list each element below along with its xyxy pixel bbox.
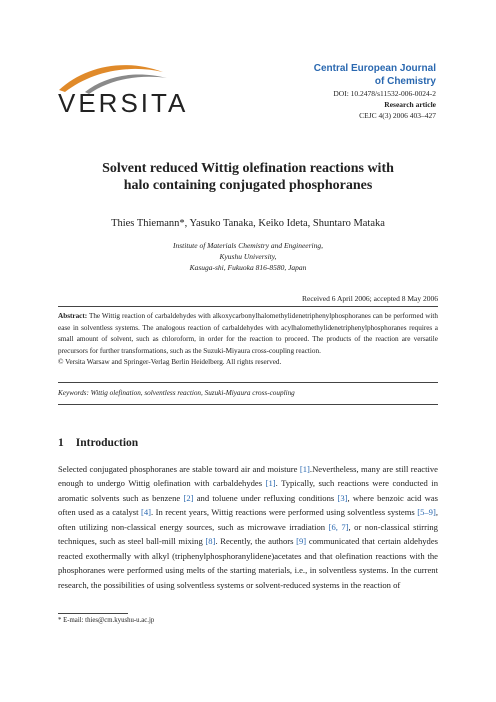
introduction-body: Selected conjugated phosphoranes are stable toward air and moisture [1].Nevertheless, many are still reactive enough to undergo Wittig olefination with carbaldehydes [1]. Typically, such reactions were conducted in aromatic solvents such as benzene [2] and toluene under refluxing conditions [3], where benzoic acid was often used as a catalyst [4]. In recent years, Wittig reactions were performed using solventless systems [5–9], often utilizing non-classical energy sources, such as microwave irradiation [6, 7], or non-classical stirring techniques, such as steel ball-mill mixing [8]. Recently, the authors [9] communicated that certain aldehydes reacted exothermally with alkyl (triphenylphosphoranylidene)acetates and that olefination reactions with the phosphoranes were performed using melts of the starting materials, i.e., in solventless systems. In the current research, the possibilities of using solventless systems or solvent-reduced systems in the reaction of	[58, 464, 438, 590]
citation-link[interactable]: [3]	[337, 492, 348, 503]
citation-link[interactable]: [8]	[205, 536, 216, 547]
article-type: Research article	[384, 100, 436, 109]
abstract	[58, 311, 438, 369]
citation-link[interactable]: [1]	[299, 464, 310, 474]
keywords-bottom-rule	[58, 404, 438, 405]
section-number: 1	[58, 437, 64, 449]
citation-link[interactable]: [2]	[183, 492, 194, 503]
doi: DOI: 10.2478/s11532-006-0024-2	[333, 89, 436, 98]
citation-link[interactable]: [1]	[265, 478, 276, 489]
journal-citation: CEJC 4(3) 2006 403–427	[359, 111, 436, 120]
journal-name: Central European Journal of Chemistry	[313, 63, 436, 87]
paper-title: Solvent reduced Wittig olefination reactions with halo containing conjugated phosphoranes	[102, 161, 394, 193]
keywords: Keywords: Wittig olefination, solventless reaction, Suzuki-Miyaura cross-coupling	[58, 389, 295, 397]
citation-link[interactable]: [9]	[296, 536, 307, 547]
abstract-label: Abstract:	[58, 312, 88, 320]
citation-link[interactable]: [5–9]	[417, 507, 436, 518]
versita-logo-text: VERSITA	[58, 88, 189, 118]
abstract-copyright: © Versita Warsaw and Springer-Verlag Berlin Heidelberg. All rights reserved.	[58, 358, 282, 367]
abstract-top-rule	[58, 306, 438, 307]
citation-link[interactable]: [4]	[140, 507, 151, 518]
article-meta	[333, 88, 436, 121]
citation-link[interactable]: [6, 7]	[328, 521, 349, 532]
received-dates: Received 6 April 2006; accepted 8 May 2006	[301, 294, 438, 303]
footnote-email: * E-mail: thies@cm.kyushu-u.ac.jp	[58, 617, 155, 624]
section-heading	[58, 437, 138, 449]
affiliation: Institute of Materials Chemistry and Engineering, Kyushu University, Kasuga-shi, Fukuoka 816-8580, Japan	[173, 241, 323, 272]
abstract-text: The Wittig reaction of carbaldehydes with alkoxycarbonylhalomethylidenetriphenylphosphoranes can be performed with ease in solventless systems. The analogous reaction of carbaldehydes with acylhalomethylidenetriphenylphosphoranes requires a small amount of solvent, such as chloroform, in order for the reaction to proceed. The products of the reaction are versatile precursors for further transformations, such as the Suzuki-Miyaura cross-coupling reaction.	[58, 312, 438, 355]
section-title: Introduction	[75, 437, 139, 449]
keywords-top-rule	[58, 382, 438, 383]
authors: Thies Thiemann*, Yasuko Tanaka, Keiko Ideta, Shuntaro Mataka	[111, 218, 385, 229]
footnote-rule	[58, 613, 128, 614]
